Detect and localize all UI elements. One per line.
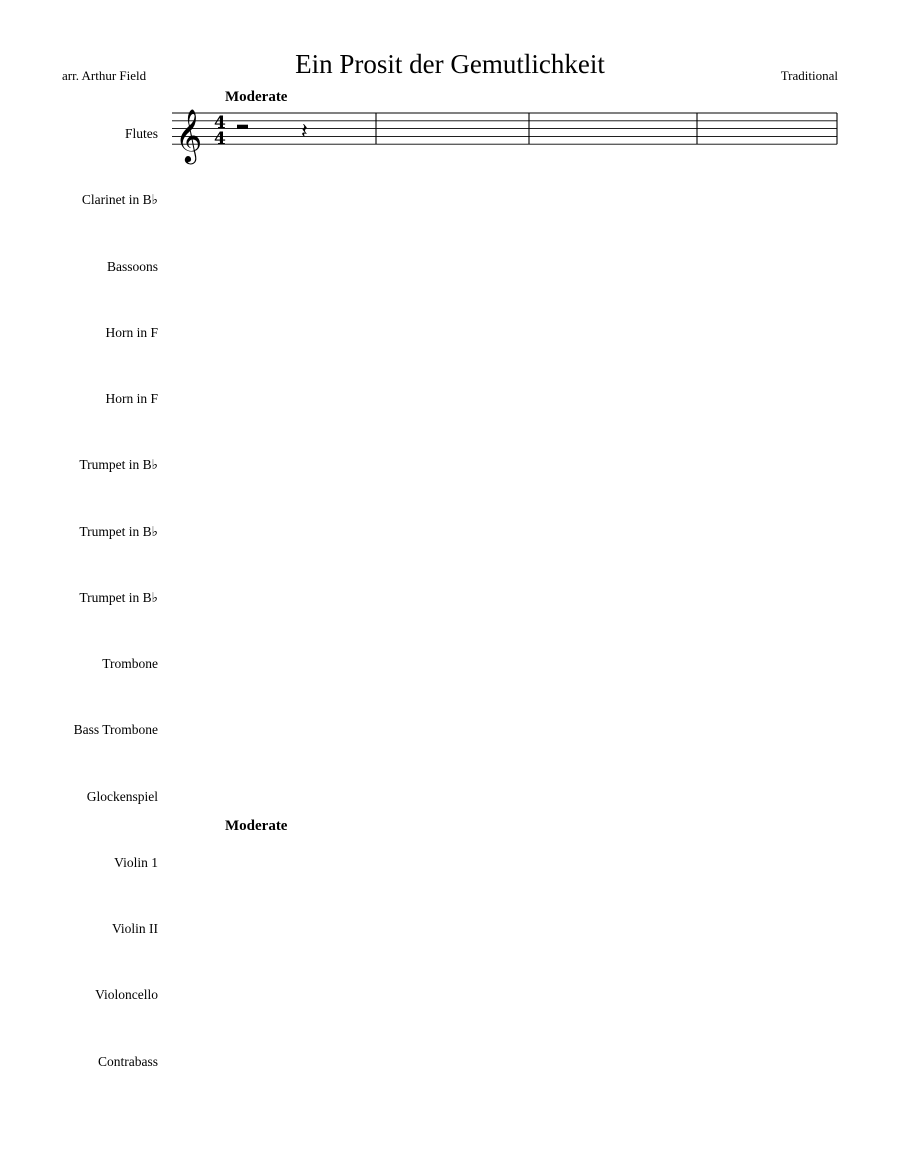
staff-label-contrabass: Contrabass xyxy=(98,1054,158,1069)
staff-label-horn-2: Horn in F xyxy=(105,391,158,406)
half-rest-icon xyxy=(237,125,248,129)
tempo-marking-winds: Moderate xyxy=(225,89,288,105)
quarter-rest-icon: 𝄽 xyxy=(301,119,308,145)
treble-clef-icon-0: 𝄞 xyxy=(175,108,203,163)
staff-label-trumpet-3: Trumpet in B♭ xyxy=(79,590,158,605)
staff-label-trumpet-1: Trumpet in B♭ xyxy=(79,457,158,472)
staff-label-bassoons: Bassoons xyxy=(106,259,158,274)
arranger-credit: arr. Arthur Field xyxy=(62,68,147,83)
staff-label-trombone: Trombone xyxy=(102,656,158,671)
staff-label-horn-1: Horn in F xyxy=(105,325,158,340)
time-signature-top: 4 xyxy=(214,113,226,134)
staff-label-bass-trombone: Bass Trombone xyxy=(73,722,158,737)
staff-label-clarinet: Clarinet in B♭ xyxy=(81,192,158,207)
staff-label-trumpet-2: Trumpet in B♭ xyxy=(79,524,158,539)
staff-label-violin-1: Violin 1 xyxy=(114,855,158,870)
staff-label-violin-2: Violin II xyxy=(111,921,158,936)
score-title: Ein Prosit der Gemutlichkeit xyxy=(295,49,605,79)
staff-label-violoncello: Violoncello xyxy=(95,987,158,1002)
composer-credit: Traditional xyxy=(780,68,838,83)
tempo-marking-strings: Moderate xyxy=(225,818,288,834)
staff-label-glockenspiel: Glockenspiel xyxy=(86,789,158,804)
staff-label-flutes: Flutes xyxy=(124,126,158,141)
time-signature-bottom: 4 xyxy=(214,128,226,149)
